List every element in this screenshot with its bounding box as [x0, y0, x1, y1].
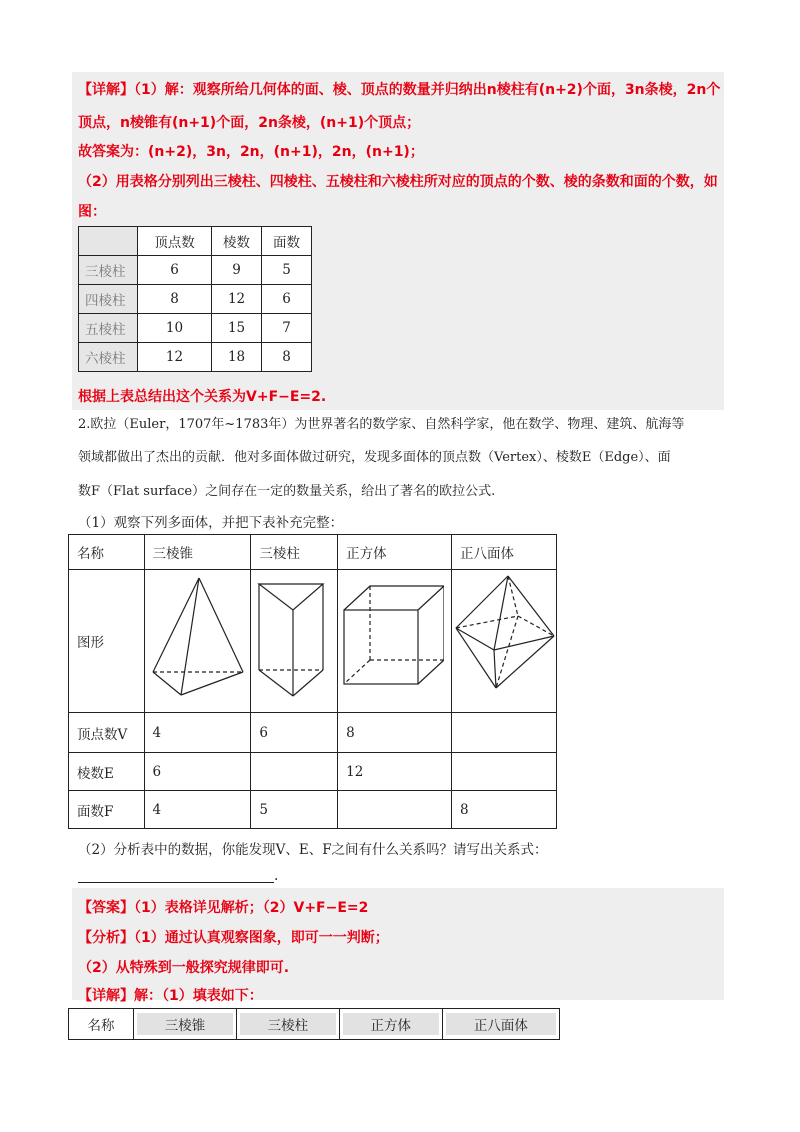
- triangular-prism-figure: [251, 570, 331, 708]
- table-header-cell: 三棱锥: [144, 535, 251, 570]
- table-cell: 顶点数V: [69, 713, 145, 753]
- table-row: [79, 314, 312, 343]
- table-cell: [251, 753, 338, 791]
- problem2-line-2: 领域都做出了杰出的贡献．他对多面体做过研究，发现多面体的顶点数（Vertex）、棱数E（Edge）、面: [78, 450, 671, 465]
- table-header-cell: [339, 1009, 442, 1040]
- table-header-cell: [442, 1009, 559, 1040]
- octahedron-figure: [452, 570, 556, 708]
- detail-line-1: 【详解】（1）解：观察所给几何体的面、棱、顶点的数量并归纳出n棱柱有(n+2)个面，3n条棱，2n个: [78, 82, 721, 98]
- problem2-line-3: 数F（Flat surface）之间存在一定的数量关系，给出了著名的欧拉公式.: [78, 484, 496, 499]
- answer-table: [68, 1008, 560, 1040]
- detail-line-2: 顶点，n棱锥有(n+1)个面，2n条棱，(n+1)个顶点；: [78, 115, 421, 131]
- problem2-line-1: 2.欧拉（Euler，1707年~1783年）为世界著名的数学家、自然科学家，他在数学、物理、建筑、航海等: [78, 417, 685, 432]
- table-cell: 8: [338, 713, 452, 753]
- table-cell: 面数F: [69, 791, 145, 829]
- prism-count-table: [78, 226, 312, 372]
- table-cell: [338, 791, 452, 829]
- table-cell: 五棱柱: [79, 314, 138, 343]
- table-cell: [79, 227, 138, 256]
- table-cell: 4: [144, 791, 251, 829]
- table-cell: 18: [212, 343, 262, 372]
- table-cell: 6: [251, 713, 338, 753]
- blank-period: .: [274, 868, 279, 884]
- table-row: [79, 227, 312, 256]
- table-cell: 8: [452, 791, 557, 829]
- table-header-cell: [236, 1009, 339, 1040]
- table-cell: 5: [251, 791, 338, 829]
- table-cell: [452, 713, 557, 753]
- cell-label: 名称: [87, 1018, 115, 1034]
- table-cell: 12: [138, 343, 212, 372]
- table-cell: 4: [144, 713, 251, 753]
- detail-line-4: （2）用表格分别列出三棱柱、四棱柱、五棱柱和六棱柱所对应的顶点的个数、棱的条数和面的个数，如: [78, 174, 718, 190]
- table-cell: 12: [212, 285, 262, 314]
- table-cell: 9: [212, 256, 262, 285]
- table-header-cell: 三棱柱: [251, 535, 338, 570]
- figure-cell: [452, 570, 557, 713]
- table-header-cell: [134, 1009, 237, 1040]
- table-cell: 12: [338, 753, 452, 791]
- table-header-cell: [69, 1009, 134, 1040]
- table-row: [69, 535, 557, 570]
- table-header-cell: 面数: [262, 227, 312, 256]
- conclusion-line: 根据上表总结出这个关系为V+F−E=2.: [78, 389, 327, 405]
- figure-cell: [144, 570, 251, 713]
- cell-label: 正八面体: [446, 1013, 556, 1035]
- table-cell: 三棱柱: [79, 256, 138, 285]
- table-header-cell: 顶点数: [138, 227, 212, 256]
- detail2-line: 【详解】解：（1）填表如下：: [78, 988, 263, 1004]
- answer-line: 【答案】（1）表格详见解析；（2）V+F−E=2: [78, 900, 369, 916]
- polyhedra-table: [68, 534, 557, 829]
- table-cell: 六棱柱: [79, 343, 138, 372]
- analysis-line-2: （2）从特殊到一般探究规律即可.: [78, 960, 290, 976]
- answer-blank: [78, 882, 274, 883]
- table-cell: 7: [262, 314, 312, 343]
- table-row: [69, 713, 557, 753]
- cube-figure: [338, 570, 444, 708]
- figure-cell: [338, 570, 452, 713]
- table-header-cell: 正八面体: [452, 535, 557, 570]
- table-row: [69, 753, 557, 791]
- table-cell: 四棱柱: [79, 285, 138, 314]
- table-row: [69, 570, 557, 713]
- table-header-cell: 名称: [69, 535, 145, 570]
- table-cell: 5: [262, 256, 312, 285]
- table-row: [69, 1009, 560, 1040]
- table-cell: 8: [262, 343, 312, 372]
- table-cell: 6: [262, 285, 312, 314]
- cell-label: 三棱柱: [240, 1013, 337, 1035]
- detail-line-3: 故答案为：(n+2)，3n，2n，(n+1)，2n，(n+1)；: [78, 144, 424, 160]
- table-row: [69, 791, 557, 829]
- cell-label: 正方体: [343, 1013, 440, 1035]
- table-cell: 10: [138, 314, 212, 343]
- table-cell: 图形: [69, 570, 145, 713]
- table-cell: 棱数E: [69, 753, 145, 791]
- cell-label: 三棱锥: [137, 1013, 234, 1035]
- table-header-cell: 棱数: [212, 227, 262, 256]
- table-row: [79, 256, 312, 285]
- table-cell: 8: [138, 285, 212, 314]
- table-row: [79, 343, 312, 372]
- table-cell: 6: [144, 753, 251, 791]
- triangular-pyramid-figure: [145, 570, 245, 708]
- problem2-sub1: （1）观察下列多面体，并把下表补充完整：: [78, 515, 344, 531]
- figure-cell: [251, 570, 338, 713]
- table-cell: 6: [138, 256, 212, 285]
- table-cell: [452, 753, 557, 791]
- analysis-line-1: 【分析】（1）通过认真观察图象，即可一一判断；: [78, 930, 389, 946]
- table-header-cell: 正方体: [338, 535, 452, 570]
- table-cell: 15: [212, 314, 262, 343]
- table-row: [79, 285, 312, 314]
- problem2-sub2: （2）分析表中的数据，你能发现V、E、F之间有什么关系吗？请写出关系式：: [78, 842, 548, 858]
- detail-line-5: 图：: [78, 204, 106, 220]
